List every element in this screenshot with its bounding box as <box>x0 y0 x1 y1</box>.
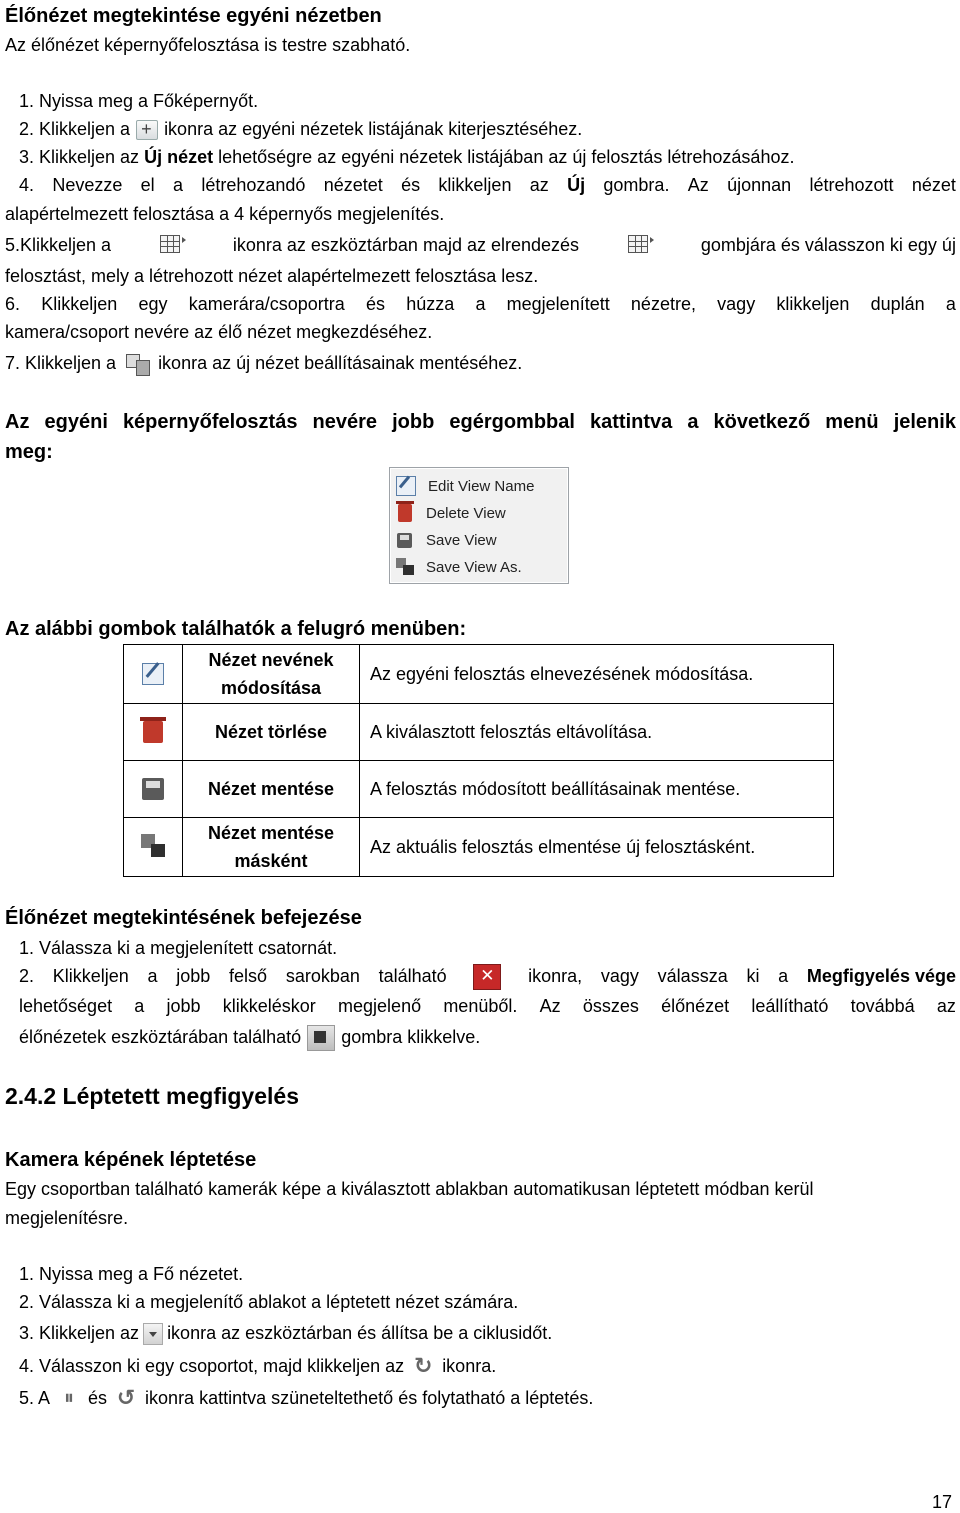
word: 2. <box>19 966 35 986</box>
word: nézetet <box>323 175 383 195</box>
table-cell-desc: A felosztás módosított beállításainak mentése. <box>360 761 834 818</box>
word: létrehozott <box>809 175 894 195</box>
menu-item-label: Edit View Name <box>428 477 535 495</box>
word: nevére <box>312 411 378 433</box>
start-cycle-icon: ↻ <box>413 1353 433 1379</box>
word: kattintva <box>590 411 673 433</box>
word: a <box>173 175 184 195</box>
save-view-icon <box>397 533 412 548</box>
table-row <box>124 761 834 818</box>
word: Az <box>5 411 30 433</box>
table-row <box>124 645 834 704</box>
word: leállítható <box>751 996 829 1016</box>
table-cell-desc: A kiválasztott felosztás eltávolítása. <box>360 704 834 761</box>
cycle-step-1: 1. Nyissa meg a Fő nézetet. <box>19 1264 244 1284</box>
menu-item-delete-view[interactable] <box>396 501 506 525</box>
word: egyéni <box>44 411 108 433</box>
word: az <box>936 996 956 1016</box>
cycle-step-2: 2. Válassza ki a megjelenítő ablakot a léptetett nézet számára. <box>19 1292 519 1312</box>
table-cell-desc: Az egyéni felosztás elnevezésének módosítása. <box>360 645 834 704</box>
word: klikkeljen <box>438 175 512 195</box>
menu-item-label: Delete View <box>426 504 506 522</box>
word-bold: Új <box>567 175 586 195</box>
expand-plus-icon <box>136 120 158 140</box>
word: nézetre, <box>630 294 696 314</box>
word: felső <box>229 966 268 986</box>
word: egérgombbal <box>449 411 575 433</box>
menu-item-save-view-as[interactable] <box>396 555 522 579</box>
save-icon <box>142 778 164 800</box>
table-cell-name <box>183 818 360 877</box>
word: a <box>945 294 956 314</box>
menu-item-label: Save View <box>426 531 497 549</box>
edit-icon <box>142 663 164 685</box>
word: válassza <box>657 966 728 986</box>
word: Az <box>687 175 709 195</box>
word: klikkeljen <box>776 294 850 314</box>
word: következő <box>713 411 811 433</box>
word: húzza <box>406 294 455 314</box>
word: megjelenő <box>338 996 422 1016</box>
stop-all-icon <box>307 1025 335 1051</box>
save-view-icon <box>124 352 150 376</box>
word: képernyőfelosztás <box>122 411 298 433</box>
resume-cycle-icon: ↺ <box>116 1385 136 1411</box>
table-cell-name <box>183 645 360 704</box>
word: létrehozandó <box>201 175 306 195</box>
stop-step-2-line-2 <box>19 994 956 1018</box>
cycle-step-3-text-b: ikonra az eszköztárban és állítsa be a ciklusidőt. <box>167 1323 553 1343</box>
popup-buttons-table <box>123 644 834 877</box>
step-2-text-b: ikonra az egyéni nézetek listájának kiterjesztéséhez. <box>164 119 583 139</box>
step-4-line-1 <box>19 173 956 197</box>
word: Az <box>539 996 561 1016</box>
row-name-line-1: Nézet nevének <box>208 650 334 670</box>
step-6-line-2: kamera/csoport nevére az élő nézet megkezdéséhez. <box>5 322 433 342</box>
word: menüből. <box>443 996 518 1016</box>
word: a <box>147 966 158 986</box>
menu-item-edit-view-name[interactable] <box>396 474 534 498</box>
table-cell-icon <box>124 761 183 818</box>
cycle-step-5-text-c: ikonra kattintva szüneteltethető és folytatható a léptetés. <box>145 1388 594 1408</box>
table-row <box>124 704 834 761</box>
word: sarokban <box>285 966 360 986</box>
word: a <box>687 411 699 433</box>
step-3-text-a: 3. Klikkeljen az <box>19 147 140 167</box>
word: menü <box>825 411 879 433</box>
pause-cycle-icon: ⏸ <box>64 1387 75 1410</box>
word: vagy <box>600 966 639 986</box>
step-4-line-2: alapértelmezett felosztása a 4 képernyős megjelenítés. <box>5 204 445 224</box>
step-5-text-b: ikonra az eszköztárban majd az elrendezés <box>232 235 580 255</box>
menu-item-label: Save View As. <box>426 558 522 576</box>
close-icon: ✕ <box>473 964 501 990</box>
cycle-step-4-text-b: ikonra. <box>442 1356 497 1376</box>
word: összes <box>582 996 639 1016</box>
step-2-text-a: 2. Klikkeljen a <box>19 119 131 139</box>
section-heading-2-4-2: 2.4.2 Léptetett megfigyelés <box>5 1083 299 1109</box>
step-6-line-1 <box>5 292 956 316</box>
word: az <box>529 175 549 195</box>
step-7-text-a: 7. Klikkeljen a <box>5 353 117 373</box>
word: továbbá <box>850 996 915 1016</box>
word: és <box>365 294 385 314</box>
word: nézet <box>911 175 956 195</box>
cycle-step-3-text-a: 3. Klikkeljen az <box>19 1323 140 1343</box>
word: Klikkeljen <box>41 294 118 314</box>
cycle-step-4-text-a: 4. Válasszon ki egy csoportot, majd klikkeljen az <box>19 1356 405 1376</box>
word: jobb <box>166 996 201 1016</box>
delete-icon <box>143 721 163 743</box>
word: lehetőséget <box>19 996 113 1016</box>
cycle-intro-line-1: Egy csoportban található kamerák képe a kiválasztott ablakban automatikusan léptetett módban kerül <box>5 1179 814 1199</box>
popup-menu-screenshot <box>389 467 569 584</box>
table-row <box>124 818 834 877</box>
table-cell-icon <box>124 818 183 877</box>
table-cell-name: Nézet törlése <box>183 704 360 761</box>
table-cell-name: Nézet mentése <box>183 761 360 818</box>
context-menu-heading-line-1 <box>5 410 956 434</box>
layout-button-icon <box>626 233 654 255</box>
word: található <box>378 966 447 986</box>
delete-view-icon <box>398 504 412 522</box>
step-1: 1. Nyissa meg a Főképernyőt. <box>19 91 259 111</box>
word: klikkeléskor <box>222 996 316 1016</box>
cycle-intro-line-2: megjelenítésre. <box>5 1208 129 1228</box>
word: jobb <box>392 411 435 433</box>
edit-view-name-icon <box>396 476 416 496</box>
table-cell-desc: Az aktuális felosztás elmentése új felosztásként. <box>360 818 834 877</box>
word: kamerára/csoportra <box>188 294 345 314</box>
step-3-text-b: lehetőségre az egyéni nézetek listájában az új felosztás létrehozásához. <box>218 147 795 167</box>
cycle-step-3 <box>19 1321 552 1345</box>
save-view-as-icon <box>396 558 414 576</box>
word: és <box>401 175 421 195</box>
word: ikonra, <box>528 966 583 986</box>
row-name-line-2: másként <box>234 851 308 871</box>
step-2 <box>19 117 582 141</box>
context-menu-heading-line-2: meg: <box>5 441 53 463</box>
step-5-line-1 <box>5 233 956 257</box>
sub-heading-camera-cycle: Kamera képének léptetése <box>5 1149 257 1171</box>
word: ki <box>746 966 760 986</box>
step-5-text-c: gombjára és válasszon ki egy új <box>700 235 956 255</box>
menu-item-save-view[interactable] <box>396 528 497 552</box>
step-5-line-2: felosztást, mely a létrehozott nézet alapértelmezett felosztása lesz. <box>5 266 539 286</box>
stop-step-1: 1. Válassza ki a megjelenített csatornát. <box>19 938 338 958</box>
stop-step-2-line-1 <box>19 964 956 990</box>
table-heading: Az alábbi gombok találhatók a felugró menüben: <box>5 618 467 640</box>
word: Klikkeljen <box>52 966 129 986</box>
word: vagy <box>717 294 756 314</box>
step-7 <box>5 351 522 376</box>
word: Nevezze <box>52 175 123 195</box>
page-number: 17 <box>932 1492 953 1512</box>
word: egy <box>138 294 168 314</box>
word: duplán <box>870 294 925 314</box>
word: jelenik <box>893 411 956 433</box>
table-cell-icon <box>124 704 183 761</box>
dropdown-arrow-icon <box>143 1323 163 1345</box>
cycle-step-5-text-a: 5. A <box>19 1388 51 1408</box>
stop-step-2-line-3 <box>19 1025 480 1051</box>
cycle-step-5 <box>19 1386 593 1411</box>
word: újonnan <box>727 175 792 195</box>
step-3-bold: Új nézet <box>144 147 214 167</box>
word: élőnézet <box>661 996 730 1016</box>
stop-line-3-text-b: gombra klikkelve. <box>341 1027 481 1047</box>
stop-line-3-text-a: élőnézetek eszköztárában található <box>19 1027 302 1047</box>
step-7-text-b: ikonra az új nézet beállításainak mentéséhez. <box>158 353 523 373</box>
word: megjelenített <box>506 294 610 314</box>
word: el <box>140 175 155 195</box>
word: gombra. <box>603 175 670 195</box>
word: a <box>778 966 789 986</box>
step-3 <box>19 145 794 169</box>
section-heading-stop: Élőnézet megtekintésének befejezése <box>5 907 362 929</box>
row-name-line-1: Nézet mentése <box>207 823 335 843</box>
word-bold: Megfigyelés vége <box>806 966 956 986</box>
section-heading-live-custom: Élőnézet megtekintése egyéni nézetben <box>5 5 382 27</box>
cycle-step-4 <box>19 1354 496 1379</box>
row-name-line-2: módosítása <box>220 678 322 698</box>
intro-text: Az élőnézet képernyőfelosztása is testre szabható. <box>5 35 411 55</box>
layout-grid-icon <box>158 233 186 255</box>
word: jobb <box>176 966 211 986</box>
word: 6. <box>5 294 21 314</box>
word: 4. <box>19 175 35 195</box>
word: a <box>475 294 486 314</box>
step-5-text-a: 5.Klikkeljen a <box>5 235 112 255</box>
table-cell-icon <box>124 645 183 704</box>
word: a <box>134 996 145 1016</box>
cycle-step-5-text-b: és <box>88 1388 108 1408</box>
save-as-icon <box>141 834 165 860</box>
